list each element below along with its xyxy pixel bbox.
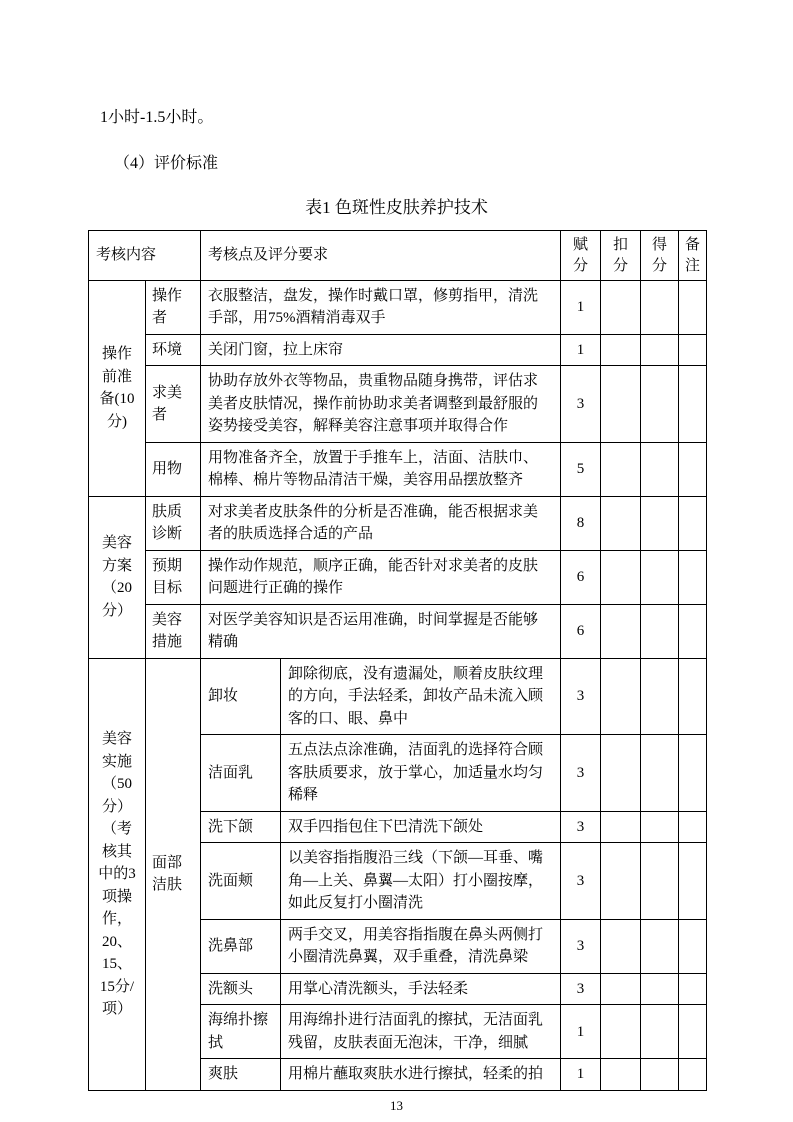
header-remarks bbox=[679, 231, 707, 281]
deduct-cell bbox=[601, 811, 641, 843]
sub-label-cell: 肤质诊断 bbox=[146, 496, 201, 550]
remarks-cell bbox=[679, 843, 707, 920]
desc-cell: 衣服整洁，盘发，操作时戴口罩，修剪指甲，清洗手部，用75%酒精消毒双手 bbox=[201, 280, 561, 334]
deduct-cell bbox=[601, 973, 641, 1005]
obtained-cell bbox=[641, 919, 679, 973]
desc-cell: 卸除彻底，没有遗漏处，顺着皮肤纹理的方向，手法轻柔，卸妆产品未流入顾客的口、眼、鼻中 bbox=[281, 658, 561, 735]
remarks-cell bbox=[679, 334, 707, 366]
obtained-cell bbox=[641, 1059, 679, 1091]
score-cell: 1 bbox=[561, 280, 601, 334]
deduct-cell bbox=[601, 442, 641, 496]
score-cell: 3 bbox=[561, 843, 601, 920]
header-remarks-label: 备注 bbox=[685, 237, 701, 274]
desc-cell: 两手交叉，用美容指指腹在鼻头两侧打小圈清洗鼻翼，双手重叠，清洗鼻梁 bbox=[281, 919, 561, 973]
deduct-cell bbox=[601, 334, 641, 366]
deduct-cell bbox=[601, 604, 641, 658]
table-row bbox=[89, 604, 707, 658]
table-row bbox=[89, 366, 707, 443]
header-deducted-score bbox=[601, 231, 641, 281]
desc-cell: 协助存放外衣等物品，贵重物品随身携带，评估求美者皮肤情况，操作前协助求美者调整到最舒服的姿势接受美容，解释美容注意事项并取得合作 bbox=[201, 366, 561, 443]
obtained-cell bbox=[641, 843, 679, 920]
category-cell-implementation: 美容实施（50分）（考核其中的3项操作，20、15、15分/项） bbox=[89, 658, 146, 1090]
sub-label-cell: 用物 bbox=[146, 442, 201, 496]
obtained-cell bbox=[641, 550, 679, 604]
sub-label-cell: 环境 bbox=[146, 334, 201, 366]
desc-cell: 关闭门窗，拉上床帘 bbox=[201, 334, 561, 366]
header-assigned-score-label: 赋分 bbox=[573, 237, 589, 274]
item-label-cell: 海绵扑擦拭 bbox=[201, 1005, 281, 1059]
deduct-cell bbox=[601, 1059, 641, 1091]
remarks-cell bbox=[679, 604, 707, 658]
obtained-cell bbox=[641, 973, 679, 1005]
item-label-cell: 卸妆 bbox=[201, 658, 281, 735]
obtained-cell bbox=[641, 604, 679, 658]
obtained-cell bbox=[641, 658, 679, 735]
score-cell: 8 bbox=[561, 496, 601, 550]
deduct-cell bbox=[601, 366, 641, 443]
category-cell-preparation: 操作前准备(10分) bbox=[89, 280, 146, 496]
remarks-cell bbox=[679, 496, 707, 550]
table-row bbox=[89, 442, 707, 496]
remarks-cell bbox=[679, 658, 707, 735]
table-row bbox=[89, 658, 707, 735]
remarks-cell bbox=[679, 1005, 707, 1059]
paragraph-eval-heading: （4）评价标准 bbox=[114, 155, 219, 172]
item-label-cell: 爽肤 bbox=[201, 1059, 281, 1091]
deduct-cell bbox=[601, 550, 641, 604]
desc-cell: 用掌心清洗额头，手法轻柔 bbox=[281, 973, 561, 1005]
remarks-cell bbox=[679, 735, 707, 812]
remarks-cell bbox=[679, 550, 707, 604]
score-cell: 1 bbox=[561, 1059, 601, 1091]
obtained-cell bbox=[641, 334, 679, 366]
item-label-cell: 洁面乳 bbox=[201, 735, 281, 812]
score-cell: 5 bbox=[561, 442, 601, 496]
score-cell: 1 bbox=[561, 334, 601, 366]
header-obtained-score-label: 得分 bbox=[652, 237, 668, 274]
remarks-cell bbox=[679, 811, 707, 843]
desc-cell: 用海绵扑进行洁面乳的擦拭，无洁面乳残留，皮肤表面无泡沫，干净，细腻 bbox=[281, 1005, 561, 1059]
table-row bbox=[89, 334, 707, 366]
score-cell: 1 bbox=[561, 1005, 601, 1059]
obtained-cell bbox=[641, 496, 679, 550]
sub-label-cell: 求美者 bbox=[146, 366, 201, 443]
score-cell: 6 bbox=[561, 604, 601, 658]
page-number: 13 bbox=[390, 1097, 403, 1113]
obtained-cell bbox=[641, 280, 679, 334]
remarks-cell bbox=[679, 973, 707, 1005]
group-cell-facial-cleansing: 面部洁肤 bbox=[146, 658, 201, 1090]
header-deducted-score-label: 扣分 bbox=[613, 237, 629, 274]
table-row bbox=[89, 496, 707, 550]
table-title: 表1 色斑性皮肤养护技术 bbox=[305, 198, 488, 217]
table-header-row bbox=[89, 231, 707, 281]
header-obtained-score bbox=[641, 231, 679, 281]
score-cell: 3 bbox=[561, 973, 601, 1005]
score-cell: 3 bbox=[561, 919, 601, 973]
score-cell: 3 bbox=[561, 735, 601, 812]
paragraph-duration: 1小时-1.5小时。 bbox=[100, 109, 214, 126]
desc-cell: 以美容指指腹沿三线（下颌—耳垂、嘴角—上关、鼻翼—太阳）打小圈按摩，如此反复打小圈清洗 bbox=[281, 843, 561, 920]
sub-label-cell: 操作者 bbox=[146, 280, 201, 334]
remarks-cell bbox=[679, 280, 707, 334]
header-assigned-score bbox=[561, 231, 601, 281]
score-cell: 3 bbox=[561, 811, 601, 843]
obtained-cell bbox=[641, 366, 679, 443]
table-row bbox=[89, 550, 707, 604]
deduct-cell bbox=[601, 843, 641, 920]
obtained-cell bbox=[641, 442, 679, 496]
remarks-cell bbox=[679, 1059, 707, 1091]
item-label-cell: 洗下颌 bbox=[201, 811, 281, 843]
deduct-cell bbox=[601, 919, 641, 973]
header-criteria: 考核点及评分要求 bbox=[201, 231, 561, 281]
obtained-cell bbox=[641, 811, 679, 843]
score-cell: 3 bbox=[561, 366, 601, 443]
desc-cell: 对医学美容知识是否运用准确，时间掌握是否能够精确 bbox=[201, 604, 561, 658]
score-cell: 6 bbox=[561, 550, 601, 604]
item-label-cell: 洗面颊 bbox=[201, 843, 281, 920]
sub-label-cell: 美容措施 bbox=[146, 604, 201, 658]
obtained-cell bbox=[641, 735, 679, 812]
desc-cell: 五点法点涂准确，洁面乳的选择符合顾客肤质要求，放于掌心，加适量水均匀稀释 bbox=[281, 735, 561, 812]
item-label-cell: 洗鼻部 bbox=[201, 919, 281, 973]
assessment-table bbox=[88, 230, 707, 1091]
obtained-cell bbox=[641, 1005, 679, 1059]
deduct-cell bbox=[601, 658, 641, 735]
desc-cell: 用棉片蘸取爽肤水进行擦拭，轻柔的拍 bbox=[281, 1059, 561, 1091]
table-row bbox=[89, 280, 707, 334]
remarks-cell bbox=[679, 919, 707, 973]
deduct-cell bbox=[601, 1005, 641, 1059]
desc-cell: 操作动作规范，顺序正确，能否针对求美者的皮肤问题进行正确的操作 bbox=[201, 550, 561, 604]
header-content: 考核内容 bbox=[89, 231, 201, 281]
desc-cell: 双手四指包住下巴清洗下颌处 bbox=[281, 811, 561, 843]
desc-cell: 用物准备齐全，放置于手推车上，洁面、洁肤巾、棉棒、棉片等物品清洁干燥，美容用品摆放整齐 bbox=[201, 442, 561, 496]
deduct-cell bbox=[601, 280, 641, 334]
deduct-cell bbox=[601, 496, 641, 550]
category-cell-plan: 美容方案（20分） bbox=[89, 496, 146, 658]
deduct-cell bbox=[601, 735, 641, 812]
desc-cell: 对求美者皮肤条件的分析是否准确，能否根据求美者的肤质选择合适的产品 bbox=[201, 496, 561, 550]
remarks-cell bbox=[679, 366, 707, 443]
score-cell: 3 bbox=[561, 658, 601, 735]
sub-label-cell: 预期目标 bbox=[146, 550, 201, 604]
item-label-cell: 洗额头 bbox=[201, 973, 281, 1005]
remarks-cell bbox=[679, 442, 707, 496]
